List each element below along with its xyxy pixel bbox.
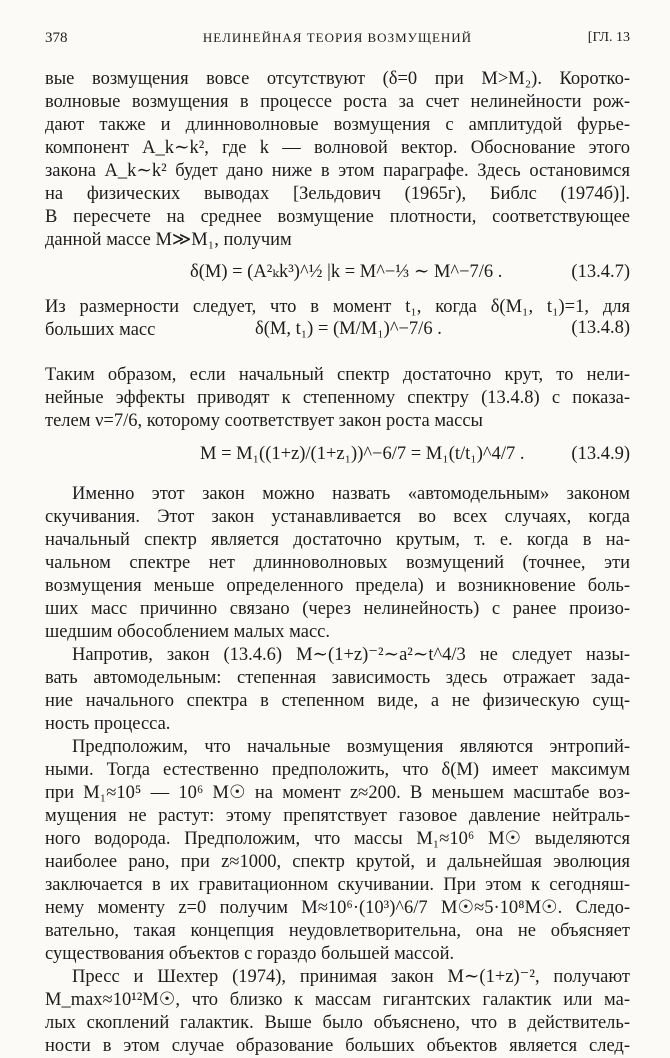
text-line: Таким образом, если начальный спектр достаточно крут, то нели-	[45, 365, 630, 385]
text-line: вые возмущения вовсе отсутствуют (δ=0 при M>M₂). Коротко-	[45, 69, 630, 89]
text-line: ными. Тогда естественно предположить, что δ(M) имеет максимум	[45, 760, 630, 780]
text-line: начальный спектр является достаточно крутым, т. е. когда в на-	[45, 530, 630, 550]
text-line: наиболее рано, при z≈1000, спектр крутой, и дальнейшая эволюция	[45, 852, 630, 872]
running-title: НЕЛИНЕЙНАЯ ТЕОРИЯ ВОЗМУЩЕНИЙ	[202, 30, 473, 45]
page-number: 378	[45, 30, 68, 46]
text-line: Напротив, закон (13.4.6) M∼(1+z)⁻²∼a²∼t^4/3 не следует назы-	[72, 645, 630, 665]
text-line: волновые возмущения в процессе роста за счет нелинейности рож-	[45, 92, 630, 112]
text-line: ности в этом случае образование больших объектов является след-	[45, 1036, 630, 1056]
text-line: В пересчете на среднее возмущение плотности, соответствующее	[45, 207, 630, 227]
text-line: ного водорода. Предположим, что массы M₁≈10⁶ M☉ выделяются	[45, 829, 630, 849]
equation-number: (13.4.7)	[571, 262, 630, 282]
text-line: больших масс	[45, 320, 156, 340]
text-line: возмущения меньше определенного предела) и возникновение боль-	[45, 576, 630, 596]
text-line: Предположим, что начальные возмущения являются энтропий-	[72, 737, 630, 757]
text-line: данной массе M≫M₁, получим	[45, 230, 292, 250]
text-line: дают также и длинноволновые возмущения с амплитудой фурье-	[45, 115, 630, 135]
page-header	[45, 30, 630, 52]
equation-13-4-7: δ(M) = (A²ₖk³)^½ |k = M^−⅓ ∼ M^−7/6 .	[190, 262, 503, 282]
equation-number: (13.4.9)	[571, 444, 630, 464]
text-line: вать автомодельным: степенная зависимость здесь отражает зада-	[45, 668, 630, 688]
text-line: вательно, такая концепция неудовлетворительна, она не объясняет	[45, 921, 630, 941]
text-line: заключается в их гравитационном скучивании. При этом к сегодняш-	[45, 875, 630, 895]
text-line: компонент A_k∼k², где k — волновой вектор. Обоснование этого	[45, 138, 630, 158]
equation-number: (13.4.8)	[571, 318, 630, 338]
chapter-label: [ГЛ. 13	[587, 30, 630, 45]
equation-13-4-9: M = M₁((1+z)/(1+z₁))^−6/7 = M₁(t/t₁)^4/7 .	[200, 444, 525, 464]
text-line: нейные эффекты приводят к степенному спектру (13.4.8) с показа-	[45, 388, 630, 408]
text-line: чальном спектре нет длинноволновых возмущений (точнее, эти	[45, 553, 630, 573]
text-line: мущения не растут: этому препятствует газовое давление нейтраль-	[45, 806, 630, 826]
equation-13-4-8: δ(M, t₁) = (M/M₁)^−7/6 .	[255, 319, 442, 339]
text-line: ших масс причинно связано (через нелинейность) с ранее произо-	[45, 599, 630, 619]
text-line: существования объектов с гораздо большей массой.	[45, 944, 455, 964]
text-line: телем ν=7/6, которому соответствует закон роста массы	[45, 411, 483, 431]
text-line: на физических выводах [Зельдович (1965г), Библс (1974б)].	[45, 184, 630, 204]
text-line: при M₁≈10⁵ — 10⁶ M☉ на момент z≈200. В меньшем масштабе воз-	[45, 783, 630, 803]
text-line: ность процесса.	[45, 714, 171, 734]
text-line: ние начального спектра в степенном виде, а не физическую сущ-	[45, 691, 630, 711]
text-line: Из размерности следует, что в момент t₁, когда δ(M₁, t₁)=1, для	[45, 297, 630, 317]
text-line: нему моменту z=0 получим M≈10⁶·(10³)^6/7 M☉≈5·10⁸M☉. Следо-	[45, 898, 630, 918]
text-line: Именно этот закон можно назвать «автомодельным» законом	[72, 484, 630, 504]
text-line: Пресс и Шехтер (1974), принимая закон M∼(1+z)⁻², получают	[72, 967, 630, 987]
text-line: шедшим обособлением малых масс.	[45, 622, 331, 642]
text-line: закона A_k∼k² будет дано ниже в этом параграфе. Здесь остановимся	[45, 161, 630, 181]
text-line: скучивания. Этот закон устанавливается во всех случаях, когда	[45, 507, 630, 527]
text-line: лых скоплений галактик. Выше было объяснено, что в действитель-	[45, 1013, 630, 1033]
text-line: M_max≈10¹²M☉, что близко к массам гигантских галактик или ма-	[45, 990, 630, 1010]
